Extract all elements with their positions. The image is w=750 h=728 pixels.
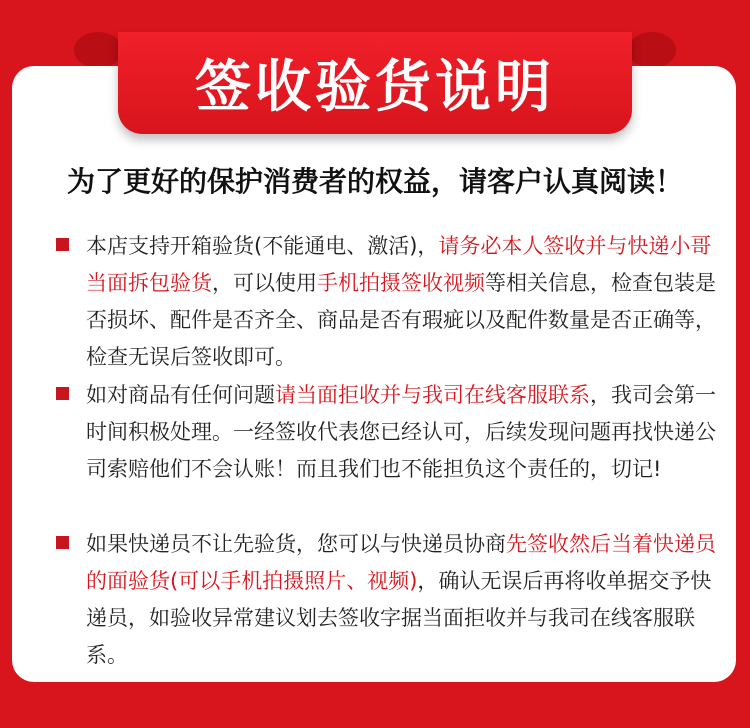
square-bullet-icon	[56, 238, 69, 251]
notice-paragraph	[86, 377, 716, 488]
notice-text: ，我司会第一时间积极处理。一经签收代表您已经认可，后续发现问题再找快递公司索赔他们不会认账！而且我们也不能担负这个责任的，切记!	[86, 383, 716, 481]
highlight-text: 请务必本人签收并与快递小哥当面拆包验货	[86, 234, 712, 295]
subtitle: 为了更好的保护消费者的权益，请客户认真阅读！	[66, 165, 683, 198]
highlight-text: 请当面拒收并与我司在线客服联系	[275, 383, 590, 407]
banner-ear-right	[628, 32, 676, 68]
highlight-text: 手机拍摄签收视频	[317, 271, 485, 295]
notice-paragraph	[86, 526, 716, 674]
notice-item	[56, 526, 716, 674]
banner-ear-left	[74, 32, 122, 68]
notice-item	[56, 377, 716, 488]
notice-text: 等相关信息，检查包装是否损坏、配件是否齐全、商品是否有瑕疵以及配件数量是否正确等，检查无误后签收即可。	[86, 271, 716, 369]
notice-text: 如对商品有任何问题	[86, 383, 275, 407]
notice-item	[56, 228, 716, 376]
notice-text: 本店支持开箱验货(不能通电、激活)，	[86, 234, 439, 258]
highlight-text: 先签收然后当着快递员的面验货(可以手机拍摄照片、视频)	[86, 532, 716, 593]
notice-text: 如果快递员不让先验货，您可以与快递员协商	[86, 532, 506, 556]
notice-paragraph	[86, 228, 716, 376]
title-banner	[118, 32, 632, 134]
notice-text: ，可以使用	[212, 271, 317, 295]
square-bullet-icon	[56, 387, 69, 400]
page-title: 签收验货说明	[195, 55, 555, 120]
square-bullet-icon	[56, 536, 69, 549]
notice-text: ，确认无误后再将收单据交予快递员，如验收异常建议划去签收字据当面拒收并与我司在线客服联系。	[86, 569, 712, 667]
